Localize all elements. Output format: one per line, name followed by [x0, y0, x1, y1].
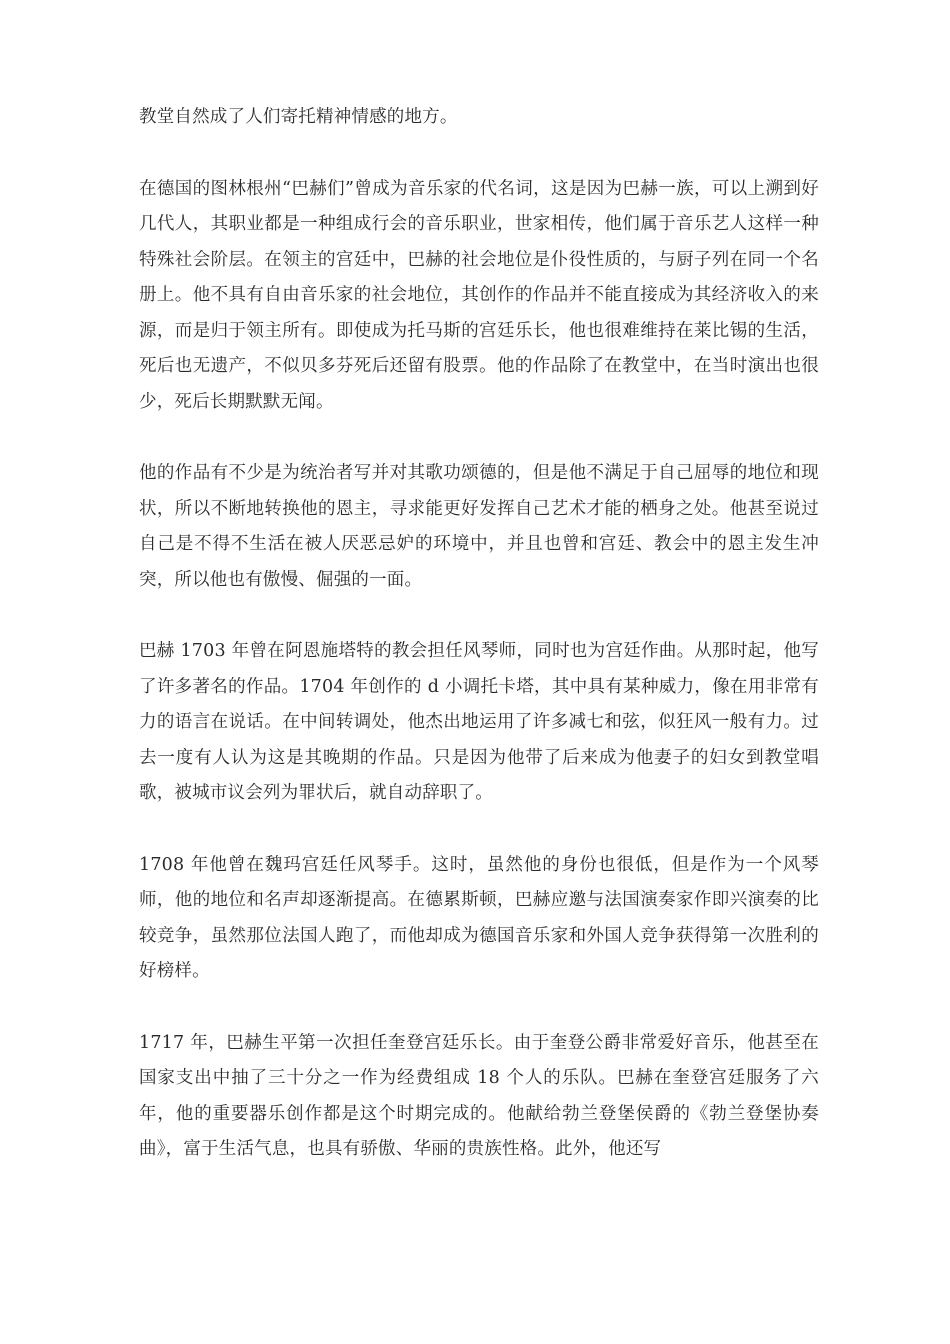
paragraph: 教堂自然成了人们寄托精神情感的地方。	[139, 107, 458, 127]
paragraph: 他的作品有不少是为统治者写并对其歌功颂德的，但是他不满足于自己屈辱的地位和现状，所以不断地转换他的恩主，寻求能更好发挥自己艺术才能的栖身之处。他甚至说过自己是不得不生活在被人厌恶忌妒的环境中，并且也曾和宫廷、教会中的恩主发生冲突，所以他也有傲慢、倔强的一面。	[139, 463, 819, 590]
paragraph: 在德国的图林根州“巴赫们”曾成为音乐家的代名词，这是因为巴赫一族，可以上溯到好几代人，其职业都是一种组成行会的音乐职业，世家相传，他们属于音乐艺人这样一种特殊社会阶层。在领主的宫廷中，巴赫的社会地位是仆役性质的，与厨子列在同一个名册上。他不具有自由音乐家的社会地位，其创作的作品并不能直接成为其经济收入的来源，而是归于领主所有。即使成为托马斯的宫廷乐长，他也很难维持在莱比锡的生活，死后也无遗产，不似贝多芬死后还留有股票。他的作品除了在教堂中，在当时演出也很少，死后长期默默无闻。	[139, 178, 819, 412]
paragraph: 巴赫 1703 年曾在阿恩施塔特的教会担任风琴师，同时也为宫廷作曲。从那时起，他写了许多著名的作品。1704 年创作的 d 小调托卡塔，其中具有某种威力，像在用非常有力的语言在说话。在中间转调处，他杰出地运用了许多减七和弦，似狂风一般有力。过去一度有人认为这是其晚期的作品。只是因为他带了后来成为他妻子的妇女到教堂唱歌，被城市议会列为罪状后，就自动辞职了。	[139, 641, 819, 803]
document-body	[139, 100, 819, 1204]
paragraph: 1717 年，巴赫生平第一次担任奎登宫廷乐长。由于奎登公爵非常爱好音乐，他甚至在国家支出中抽了三十分之一作为经费组成 18 个人的乐队。巴赫在奎登宫廷服务了六年，他的重要器乐创作都是这个时期完成的。他献给勃兰登堡侯爵的《勃兰登堡协奏曲》，富于生活气息，也具有骄傲、华丽的贵族性格。此外，他还写	[139, 1032, 819, 1159]
paragraph: 1708 年他曾在魏玛宫廷任风琴手。这时，虽然他的身份也很低，但是作为一个风琴师，他的地位和名声却逐渐提高。在德累斯顿，巴赫应邀与法国演奏家作即兴演奏的比较竞争，虽然那位法国人跑了，而他却成为德国音乐家和外国人竞争获得第一次胜利的好榜样。	[139, 854, 819, 981]
